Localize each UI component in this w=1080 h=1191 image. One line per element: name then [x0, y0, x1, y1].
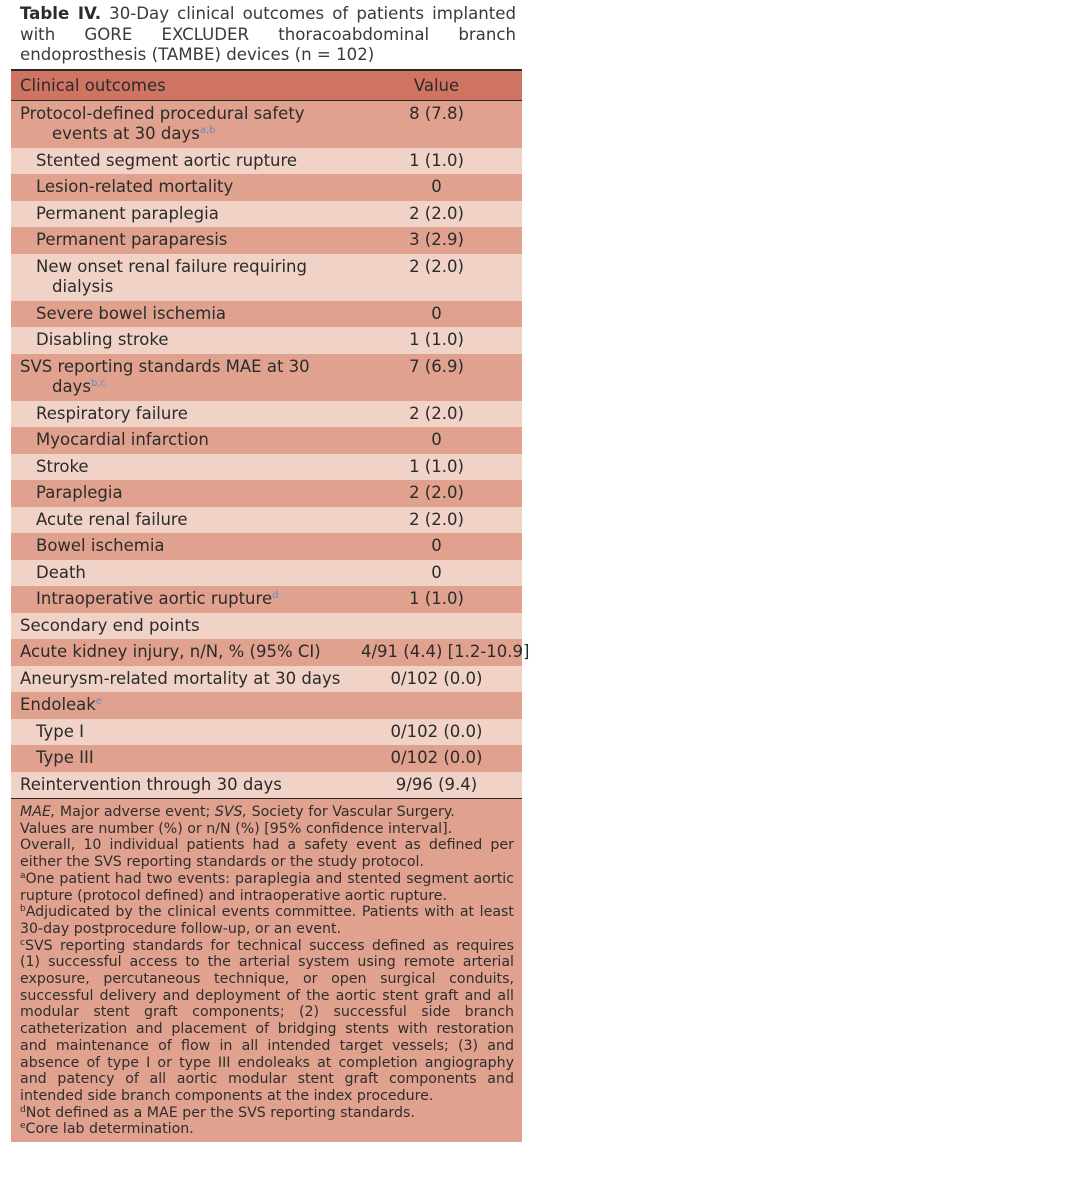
footnote-item [20, 1121, 514, 1138]
table-row [11, 560, 522, 587]
outcome-value: 1 (1.0) [409, 456, 464, 476]
outcome-label-text: Death [36, 562, 86, 582]
outcome-label-text: Permanent paraplegia [36, 203, 219, 223]
outcome-value: 0 [431, 562, 442, 582]
outcome-label-text: Acute renal failure [36, 509, 188, 529]
abbrev-mae-def: Major adverse event; [55, 804, 215, 820]
table-row [11, 174, 522, 201]
footnote-mark: e [20, 1121, 26, 1132]
footnote-text: Adjudicated by the clinical events committee. Patients with at least 30-day postprocedure follow-up, or an event. [20, 904, 514, 937]
outcome-label-text: Reintervention through 30 days [20, 774, 282, 794]
table-caption [11, 4, 522, 66]
outcome-label-text: Myocardial infarction [36, 430, 209, 449]
outcome-label [11, 560, 361, 587]
table-row [11, 354, 522, 401]
table-row [11, 327, 522, 354]
outcome-label-text: Type III [36, 748, 94, 767]
table-row [11, 100, 522, 148]
table-row [11, 454, 522, 481]
outcome-value: 0 [431, 430, 442, 449]
table-caption-text: 30-Day clinical outcomes of patients implanted with GORE EXCLUDER thoracoabdominal branch endoprosthesis (TAMBE) devices (n = 102) [20, 4, 516, 64]
abbrev-mae: MAE, [20, 804, 56, 820]
outcome-label [11, 480, 361, 507]
footnote-text: One patient had two events: paraplegia and stented segment aortic rupture (protocol defined) and intraoperative aortic rupture. [20, 870, 514, 904]
table-row [11, 586, 522, 613]
outcome-label [11, 745, 361, 772]
outcome-label [11, 639, 361, 666]
outcome-value: 1 (1.0) [409, 150, 464, 170]
abbrev-svs: SVS, [214, 804, 248, 820]
table-body [11, 100, 530, 799]
table-row [11, 254, 522, 301]
outcome-label [11, 613, 361, 640]
outcome-value: 2 (2.0) [409, 403, 464, 423]
table-header-row [11, 70, 522, 101]
outcome-label-text: Bowel ischemia [36, 536, 165, 555]
table-row [11, 719, 522, 746]
outcome-value: 4/91 (4.4) [1.2-10.9] [361, 642, 530, 661]
table-row [11, 639, 522, 666]
table-row [11, 613, 522, 640]
table-row [11, 201, 522, 228]
table-document [11, 4, 530, 1142]
outcome-value: 2 (2.0) [409, 203, 464, 223]
outcome-label [11, 692, 361, 719]
outcome-label-text: Lesion-related mortality [36, 177, 234, 196]
outcome-label [11, 148, 361, 175]
outcome-label [11, 227, 361, 254]
footnote-values: Values are number (%) or n/N (%) [95% confidence interval]. [20, 820, 453, 837]
outcome-label-text: Acute kidney injury, n/N, % (95% CI) [20, 642, 321, 661]
table-row [11, 533, 522, 560]
outcome-label [11, 174, 361, 201]
outcome-value: 9/96 (9.4) [361, 772, 522, 799]
table-footnotes [11, 799, 522, 1142]
outcome-label-text: Protocol-defined procedural safety events at 30 days$^{a,b}$ [20, 103, 305, 143]
outcome-label-text: Stented segment aortic rupture [36, 150, 298, 170]
table-caption-label: Table IV. [20, 4, 102, 23]
footnote-mark: d [20, 1104, 26, 1115]
outcomes-table [11, 69, 530, 800]
table-row [11, 227, 522, 254]
outcome-label-text: Respiratory failure [36, 403, 188, 423]
outcome-label-text: SVS reporting standards MAE at 30 days$^{b,c}$ [20, 356, 310, 396]
outcome-label [11, 301, 361, 328]
outcome-label [11, 533, 361, 560]
footnote-marker: e [95, 696, 103, 707]
outcome-label [11, 507, 361, 534]
outcome-label-text: Severe bowel ischemia [36, 303, 227, 323]
outcome-value: 3 (2.9) [409, 230, 464, 249]
outcome-value [361, 692, 522, 719]
outcome-label-text: Aneurysm-related mortality at 30 days [20, 668, 341, 688]
outcome-label-text: New onset renal failure requiring dialysis [36, 256, 307, 296]
outcome-value: 2 (2.0) [409, 509, 464, 529]
footnote-mark: a [20, 870, 26, 881]
outcome-label-text: Disabling stroke [36, 330, 169, 349]
outcome-value: 2 (2.0) [409, 483, 464, 502]
footnote-text: Not defined as a MAE per the SVS reporting standards. [25, 1104, 415, 1121]
table-row [11, 480, 522, 507]
outcome-value: 0 [431, 177, 442, 196]
outcome-label [11, 401, 361, 428]
table-row [11, 507, 522, 534]
outcome-label [11, 427, 361, 454]
footnote-overall: Overall, 10 individual patients had a safety event as defined per either the SVS reporting standards or the study protocol. [20, 837, 514, 871]
footnote-mark: b [20, 904, 26, 915]
footnote-item [20, 904, 514, 937]
outcome-label [11, 327, 361, 354]
outcome-value: 0 [431, 536, 442, 555]
table-row [11, 666, 522, 693]
footnote-mark: c [20, 937, 25, 948]
table-row [11, 401, 522, 428]
outcome-value: 0/102 (0.0) [390, 721, 483, 741]
footnote-text: SVS reporting standards for technical success defined as requires (1) successful access to the arterial system using remote arterial exposure, percutaneous technique, or open surgical conduits, successful delivery and deployment of the aortic stent graft and all modular stent graft components; (2) successful side branch catheterization and placement of bridging stents with restoration and maintenance of flow in all intended target vessels; (3) and absence of type I or type III endoleaks at completion angiography and patency of all aortic modular stent graft components and intended side branch components at the index procedure. [20, 937, 514, 1104]
outcome-value [361, 613, 522, 640]
outcome-value: 0/102 (0.0) [390, 748, 483, 767]
outcome-label [11, 454, 361, 481]
outcome-value: 8 (7.8) [409, 103, 464, 123]
footnote-list [20, 871, 514, 1138]
footnote-item [20, 871, 514, 904]
outcome-value: 2 (2.0) [409, 256, 464, 276]
outcome-label [11, 666, 361, 693]
table-row [11, 692, 522, 719]
outcome-label-text: Permanent paraparesis [36, 230, 228, 249]
outcome-label [11, 254, 361, 301]
table-row [11, 301, 522, 328]
footnote-marker: a,b [199, 125, 216, 136]
footnote-item [20, 1105, 514, 1122]
outcome-value: 7 (6.9) [409, 356, 464, 376]
outcome-label [11, 100, 361, 148]
outcome-label [11, 201, 361, 228]
footnote-marker: d [272, 590, 279, 601]
outcome-value: 1 (1.0) [409, 589, 464, 608]
footnote-marker: b,c [90, 378, 106, 389]
outcome-value: 0 [431, 303, 442, 323]
outcome-value: 0/102 (0.0) [390, 668, 483, 688]
table-row [11, 148, 522, 175]
outcome-label-text: Intraoperative aortic rupture$^d$ [36, 589, 279, 608]
table-row [11, 772, 522, 799]
outcome-label-text: Paraplegia [36, 483, 123, 502]
footnote-text: Core lab determination. [25, 1121, 194, 1138]
outcome-label-text: Secondary end points [20, 615, 200, 635]
header-value: Value [361, 70, 522, 101]
header-clinical-outcomes: Clinical outcomes [11, 70, 361, 101]
outcome-label-text: Stroke [36, 456, 89, 476]
outcome-label [11, 772, 361, 799]
footnote-item [20, 938, 514, 1105]
outcome-value: 1 (1.0) [409, 330, 464, 349]
table-row [11, 745, 522, 772]
abbrev-svs-def: Society for Vascular Surgery. [247, 804, 455, 820]
outcome-label [11, 719, 361, 746]
footnote-abbreviations [20, 804, 514, 821]
table-row [11, 427, 522, 454]
outcome-label-text: Endoleak$^e$ [20, 695, 103, 714]
outcome-label [11, 354, 361, 401]
outcome-label [11, 586, 361, 613]
outcome-label-text: Type I [36, 721, 85, 741]
